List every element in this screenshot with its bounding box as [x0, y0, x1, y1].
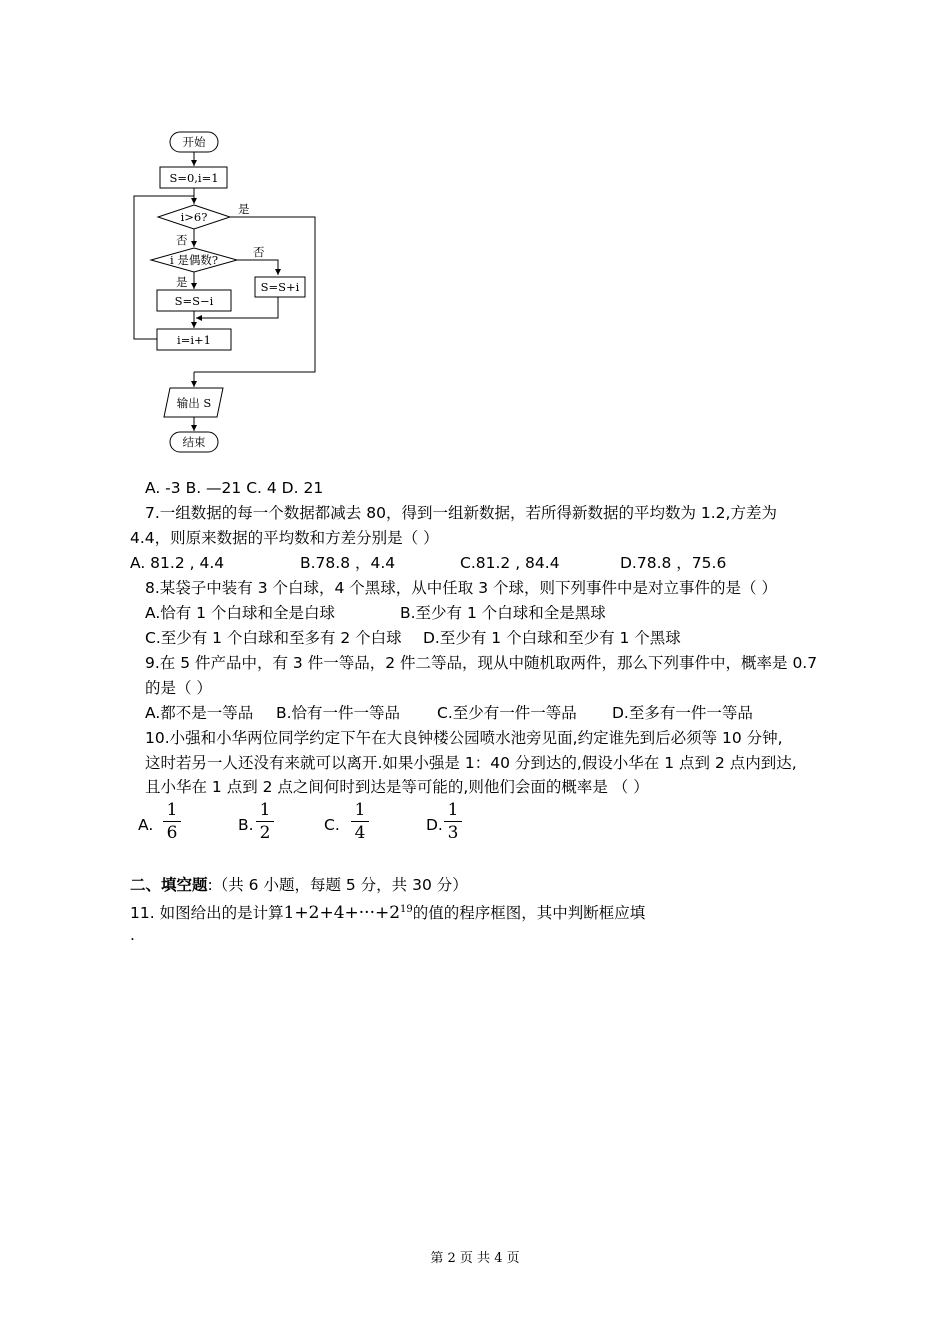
fraction-numerator: 1: [354, 800, 366, 820]
section2-title: [130, 875, 468, 895]
q9-option-c: C.至少有一件一等品: [437, 704, 577, 722]
fraction-denominator: 6: [166, 823, 178, 843]
fraction-numerator: 1: [259, 800, 271, 820]
fraction-bar: [444, 821, 462, 822]
section2-heading: 二、填空题: [130, 876, 208, 894]
q8-option-c: C.至少有 1 个白球和至多有 2 个白球: [145, 629, 402, 647]
q6-options: A. -3 B. —21 C. 4 D. 21: [145, 479, 324, 497]
fraction-denominator: 3: [447, 823, 459, 843]
q11-suffix: 的值的程序框图，其中判断框应填: [412, 904, 646, 923]
fraction-bar: [163, 821, 181, 822]
fraction-bar: [256, 821, 274, 822]
fraction-numerator: 1: [447, 800, 459, 820]
q10-option-b-fraction: [256, 800, 274, 843]
q10-option-b-label: B.: [238, 816, 254, 834]
q9-option-b: B.恰有一件一等品: [276, 704, 401, 722]
fraction-denominator: 4: [354, 823, 366, 843]
q10-option-d-fraction: [444, 800, 462, 843]
q7-line2: 4.4，则原来数据的平均数和方差分别是（ ）: [130, 529, 439, 547]
q7-option-a: A. 81.2 , 4.4: [130, 554, 225, 572]
q9-option-d: D.至多有一件一等品: [612, 704, 753, 722]
q8-option-a: A.恰有 1 个白球和全是白球: [145, 604, 335, 622]
fraction-denominator: 2: [259, 823, 271, 843]
q10-line1: 10.小强和小华两位同学约定下午在大良钟楼公园喷水池旁见面,约定谁先到后必须等 10 分钟,: [145, 729, 783, 747]
flow-cond1-label: i>6?: [180, 210, 208, 224]
q10-option-c-label: C.: [324, 816, 340, 834]
q10-line2: 这时若另一人还没有来就可以离开.如果小强是 1：40 分到达的,假设小华在 1 点到 2 点内到达,: [145, 754, 797, 772]
q11-exponent: 19: [400, 904, 413, 915]
flow-cond2-label: i 是偶数?: [170, 253, 218, 267]
q11-prefix: 11. 如图给出的是计算: [130, 904, 284, 923]
flow-output-label: 输出 S: [176, 396, 212, 410]
flow-start-label: 开始: [182, 135, 206, 149]
q9-line1: 9.在 5 件产品中，有 3 件一等品，2 件二等品，现从中随机取两件，那么下列事件中，概率是 0.7: [145, 654, 818, 672]
q11-line2: .: [130, 926, 135, 944]
flow-inc-label: i=i+1: [177, 333, 211, 347]
fraction-bar: [351, 821, 369, 822]
q8-option-d: D.至少有 1 个白球和至少有 1 个黑球: [423, 629, 681, 647]
flow-no2-label: 否: [253, 245, 265, 259]
q10-line3: 且小华在 1 点到 2 点之间何时到达是等可能的,则他们会面的概率是 （ ）: [145, 778, 649, 796]
flow-minus-label: S=S−i: [174, 294, 214, 308]
q10-option-a-fraction: [163, 800, 181, 843]
q9-line2: 的是（ ）: [145, 679, 212, 697]
q8-option-b: B.至少有 1 个白球和全是黑球: [400, 604, 606, 622]
q7-option-c: C.81.2 , 84.4: [460, 554, 560, 572]
q7-line1: 7.一组数据的每一个数据都减去 80，得到一组新数据，若所得新数据的平均数为 1.2,方差为: [145, 504, 777, 522]
flow-yes2-label: 是: [176, 275, 188, 289]
q8-line1: 8.某袋子中装有 3 个白球，4 个黑球，从中任取 3 个球，则下列事件中是对立事件的是（ ）: [145, 579, 777, 597]
flow-init-label: S=0,i=1: [169, 171, 219, 185]
q7-option-d: D.78.8 ，75.6: [620, 554, 727, 572]
section2-note: :（共 6 小题，每题 5 分，共 30 分）: [207, 876, 468, 894]
flow-plus-label: S=S+i: [260, 280, 300, 294]
flow-no1-label: 否: [176, 233, 188, 247]
page-footer: 第 2 页 共 4 页: [430, 1251, 520, 1266]
flow-yes-label: 是: [238, 202, 250, 216]
q10-option-c-fraction: [351, 800, 369, 843]
fraction-numerator: 1: [166, 800, 178, 820]
q9-option-a: A.都不是一等品: [145, 704, 254, 722]
q7-option-b: B.78.8 ，4.4: [300, 554, 396, 572]
q11-line1: [130, 900, 645, 923]
flow-end-label: 结束: [182, 435, 206, 449]
flowchart: [0, 0, 340, 470]
q10-option-a-label: A.: [138, 816, 154, 834]
q10-option-d-label: D.: [426, 816, 443, 834]
q11-formula: 1+2+4+···+2: [283, 903, 401, 924]
